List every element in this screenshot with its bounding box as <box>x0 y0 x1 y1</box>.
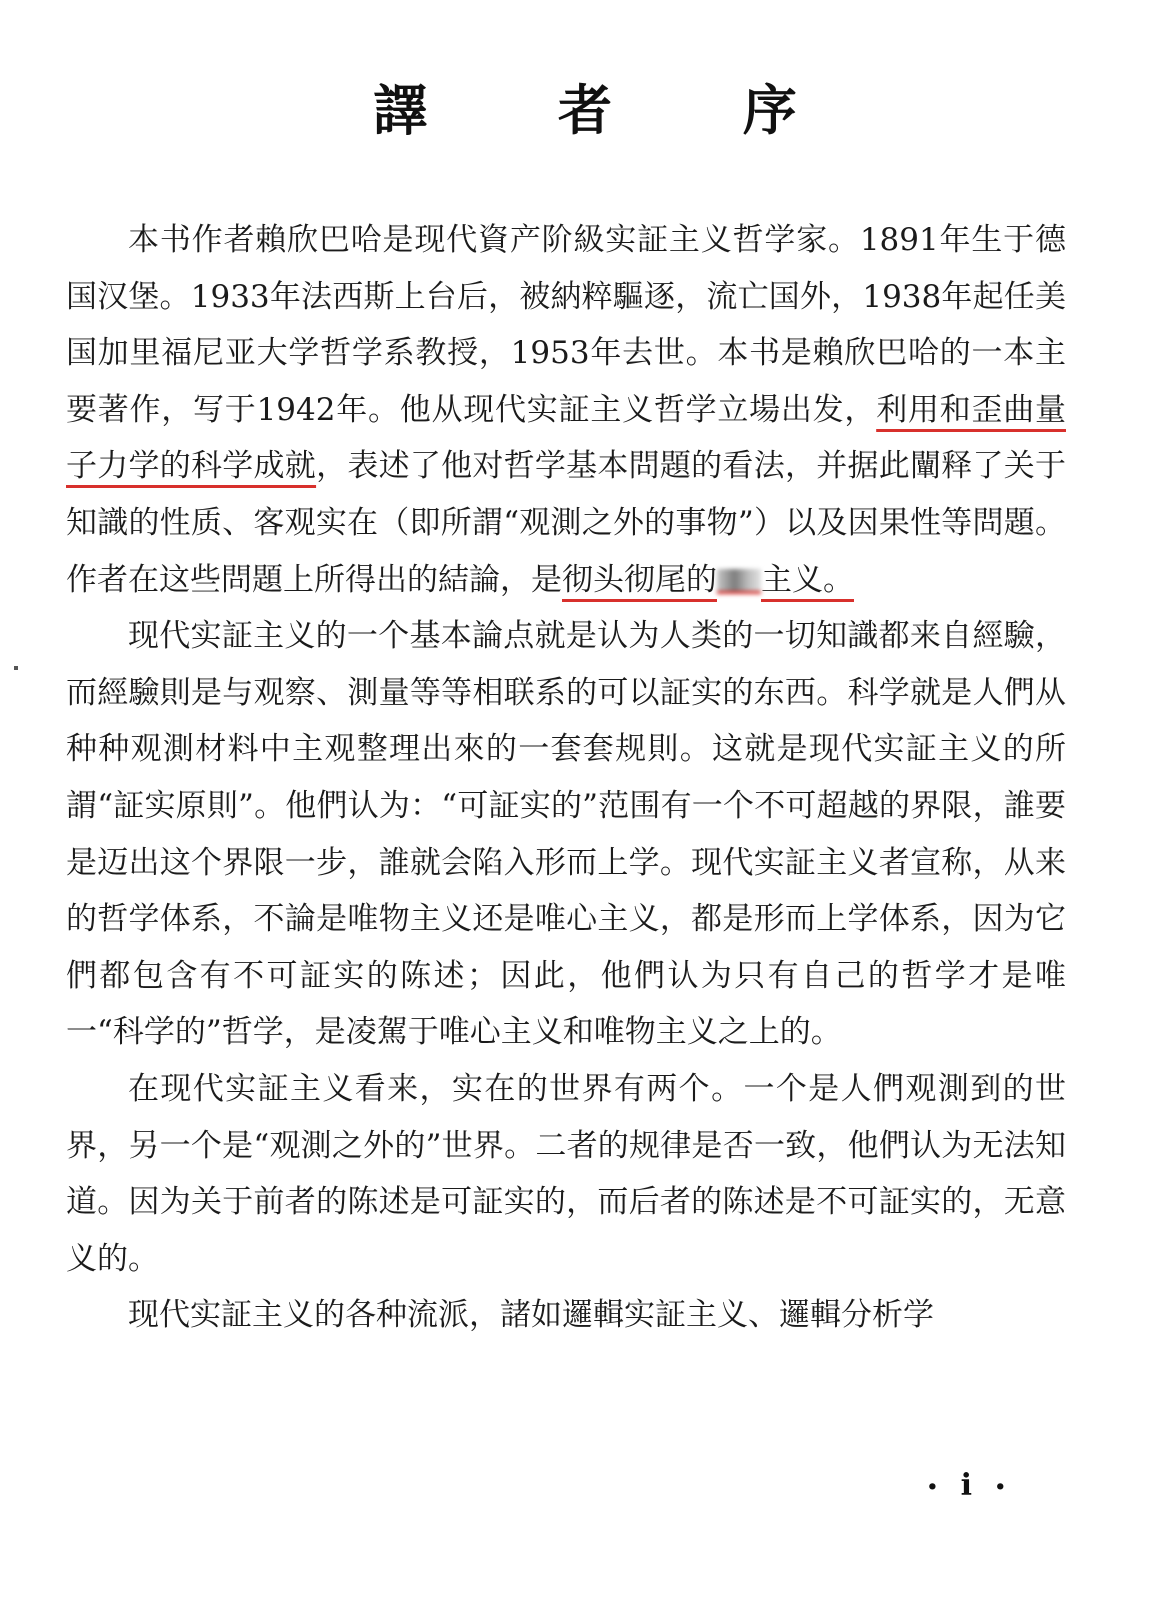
highlighted-phrase-1: 利用和歪曲量子力学的科学成就 <box>66 391 1066 485</box>
page-number-dot-left: • <box>926 1476 945 1498</box>
paragraph-2: 现代实証主义的一个基本論点就是认为人类的一切知識都来自經驗，而經驗則是与观察、測量等等相联系的可以証实的东西。科学就是人們从种种观測材料中主观整理出來的一套套规則。这就是现代实証主义的所謂“証实原則”。他們认为：“可証实的”范围有一个不可超越的界限，誰要是迈出这个界限一步，誰就会陷入形而上学。现代实証主义者宣称，从来的哲学体系，不論是唯物主义还是唯心主义，都是形而上学体系，因为它們都包含有不可証实的陈述；因此，他們认为只有自己的哲学才是唯一“科学的”哲学，是凌駕于唯心主义和唯物主义之上的。 <box>66 618 1066 1051</box>
blurred-redaction <box>717 569 761 594</box>
highlighted-phrase-2-pre: 彻头彻尾的 <box>562 561 717 598</box>
page-number-dot-right: • <box>994 1476 1012 1498</box>
paragraph-1-text-a: 本书作者賴欣巴哈是现代資产阶級实証主义哲学家。1891年生于德国汉堡。1933年法西斯上台后，被納粹驅逐，流亡国外，1938年起任美国加里福尼亚大学哲学系教授，1953年去世。本书是賴欣巴哈的一本主要著作，写于1942年。他从现代实証主义哲学立場出发， <box>66 222 1066 428</box>
page-title: 譯 者 序 <box>373 78 853 142</box>
document-body <box>66 212 1066 1344</box>
page-number-value: i <box>960 1468 979 1503</box>
highlighted-phrase-2 <box>562 562 854 598</box>
scan-artifact <box>14 666 18 670</box>
paragraph-3: 在现代实証主义看来，实在的世界有两个。一个是人們观測到的世界，另一个是“观測之外的”世界。二者的规律是否一致，他們认为无法知道。因为关于前者的陈述是可証实的，而后者的陈述是不可証实的，无意义的。 <box>66 1070 1066 1277</box>
paragraph-1 <box>66 212 1066 608</box>
page-number <box>927 1468 1012 1503</box>
paragraph-1-text-b: ，表述了他对哲学基本問題的看法，并据此闡释了关于知識的性质、客观实在（即所謂“观測之外的事物”）以及因果性等問題。作者在这些問題上所得出的結論，是 <box>66 448 1067 598</box>
paragraph-4: 现代实証主义的各种流派，諸如邏輯实証主义、邏輯分析学 <box>128 1297 934 1334</box>
highlighted-phrase-2-post: 主义。 <box>761 561 854 598</box>
